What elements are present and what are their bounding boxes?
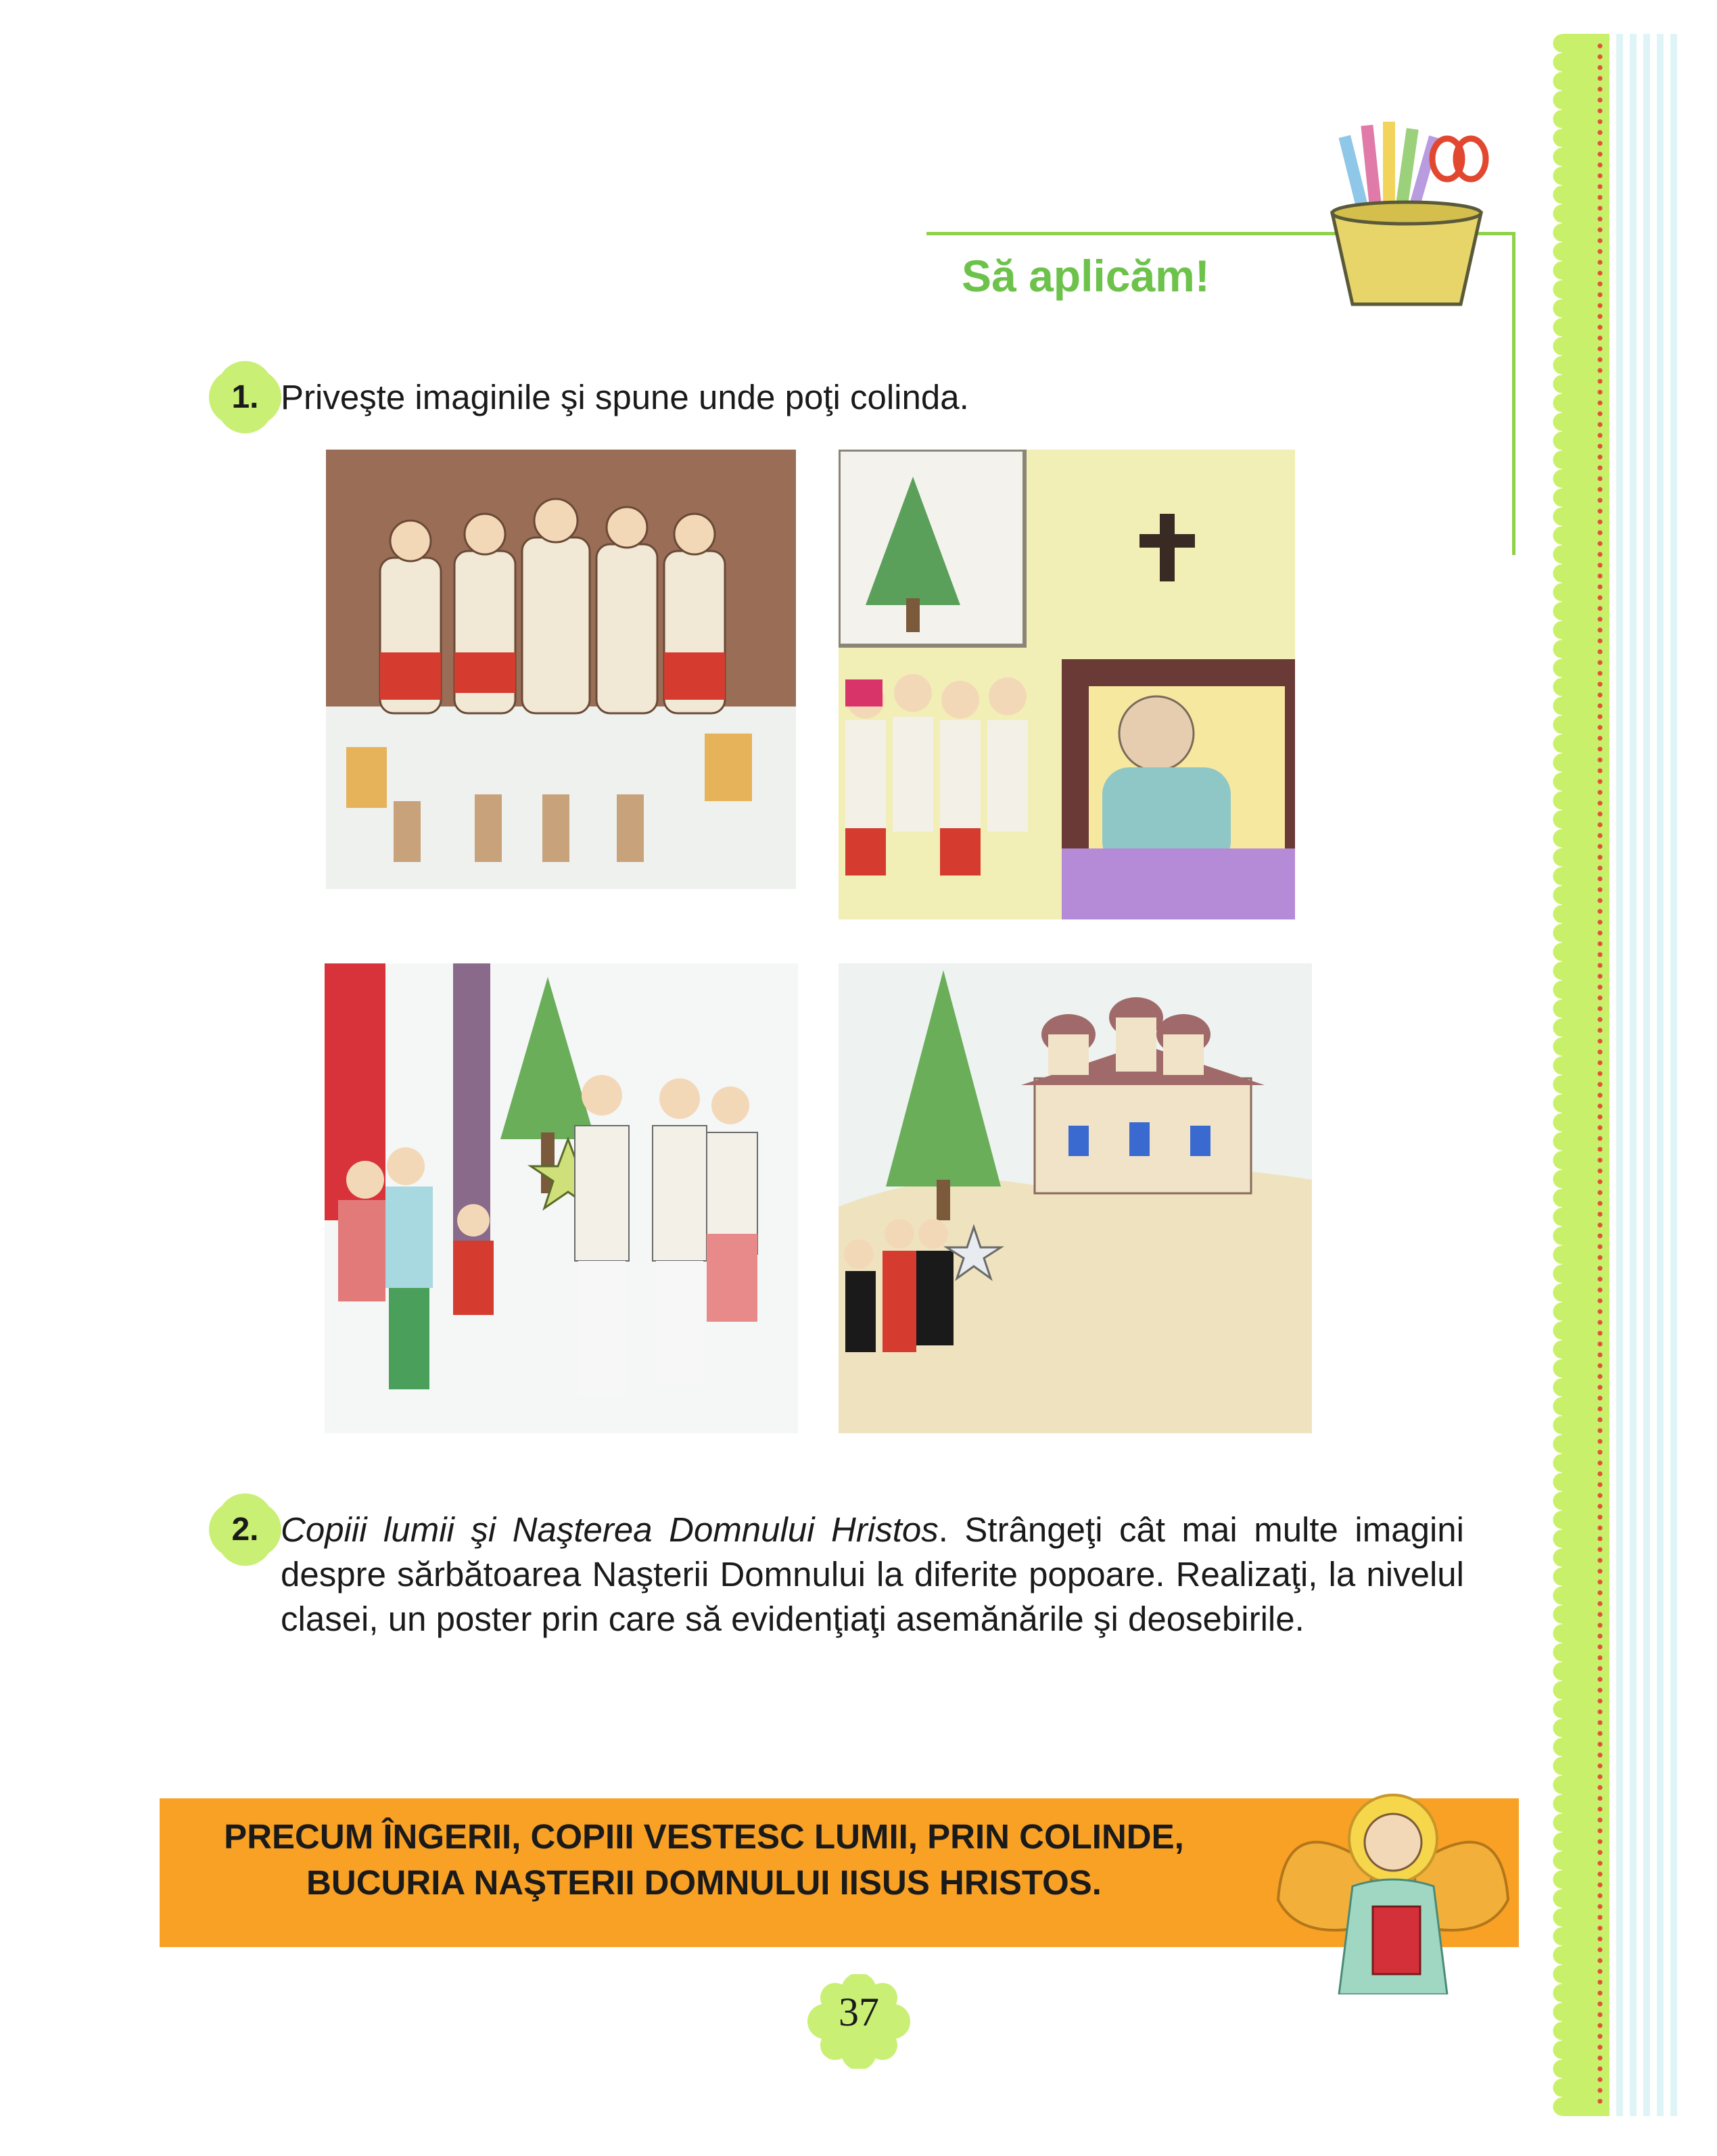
exercise-1-number: 1. bbox=[213, 365, 277, 429]
angel-illustration bbox=[1271, 1765, 1515, 1994]
summary-banner-line-1: PRECUM ÎNGERII, COPIII VESTESC LUMII, PRIN COLINDE, bbox=[224, 1817, 1184, 1856]
pencil-cup-illustration bbox=[1285, 108, 1501, 311]
exercise-2-italic-title: Copiii lumii şi Naşterea Domnului Hristos bbox=[281, 1510, 939, 1549]
picture-carolers-star-children bbox=[325, 963, 798, 1433]
exercise-1-text: Priveşte imaginile şi spune unde poţi colinda. bbox=[281, 378, 969, 416]
picture-carolers-traditional bbox=[326, 450, 796, 889]
page-number: 37 bbox=[839, 1990, 879, 2034]
exercise-2-body: . Strângeţi cât mai multe imagini despre sărbătoarea Naşterii Domnului la diferite popoare. Realizaţi, la nivelul clasei, un poster prin care să evidenţiaţi asemănările şi deosebirile. bbox=[281, 1510, 1464, 1638]
picture-carolers-church bbox=[839, 963, 1312, 1433]
section-title: Să aplicăm! bbox=[962, 251, 1210, 301]
title-rule-vertical bbox=[1512, 232, 1515, 555]
picture-carolers-elderly-man bbox=[839, 450, 1295, 919]
page-border-lines bbox=[1609, 34, 1684, 2116]
summary-banner-text bbox=[160, 1814, 1248, 1906]
page-border-scallop bbox=[1553, 34, 1572, 2116]
page-border-dots bbox=[1597, 41, 1603, 2109]
exercise-2-text bbox=[281, 1508, 1464, 1642]
summary-banner-line-2: BUCURIA NAŞTERII DOMNULUI IISUS HRISTOS. bbox=[306, 1863, 1102, 1902]
exercise-2-number: 2. bbox=[213, 1498, 277, 1562]
